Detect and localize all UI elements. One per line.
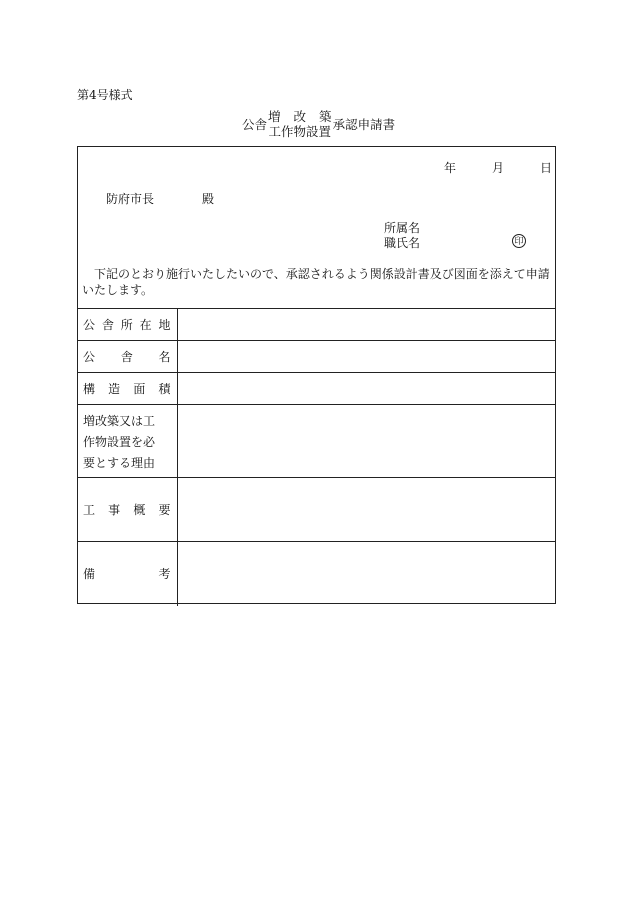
label-char: 地	[158, 318, 171, 332]
form-table	[77, 308, 556, 606]
row-label-summary	[77, 478, 177, 542]
title-upper	[268, 109, 332, 124]
label-char: 舎	[101, 318, 114, 332]
row-value-structure[interactable]	[177, 373, 556, 405]
label-char: 名	[158, 350, 171, 364]
row-label-location	[77, 309, 177, 341]
title-prefix: 公舎	[242, 117, 268, 132]
label-line: 要とする理由	[83, 455, 156, 470]
label-char: 公	[83, 318, 96, 332]
row-label-structure	[77, 373, 177, 405]
document-title	[242, 108, 395, 140]
label-line: 増改築又は工	[83, 413, 156, 428]
row-value-remarks[interactable]	[177, 542, 556, 606]
label-char: 舎	[120, 350, 133, 364]
table-row	[77, 542, 556, 606]
body-text: 下記のとおり施行いたしたいので、承認されるよう関係設計書及び図面を添えて申請いたします。	[82, 267, 550, 297]
title-upper-3: 築	[319, 109, 332, 124]
title-suffix: 承認申請書	[332, 117, 396, 132]
label-char: 在	[139, 318, 152, 332]
addressee	[106, 190, 214, 207]
table-row	[77, 373, 556, 405]
label-char: 工	[83, 503, 96, 517]
seal-mark: 印	[512, 234, 526, 248]
applicant-block	[384, 221, 420, 251]
row-value-name[interactable]	[177, 341, 556, 373]
date-year: 年	[444, 161, 457, 175]
row-value-reason[interactable]	[177, 405, 556, 478]
label-char: 要	[158, 503, 171, 517]
row-label-name	[77, 341, 177, 373]
table-row	[77, 405, 556, 478]
title-upper-1: 増	[268, 109, 281, 124]
form-number: 第4号様式	[77, 88, 133, 102]
label-char: 概	[133, 503, 146, 517]
table-row	[77, 341, 556, 373]
row-label-reason	[77, 405, 177, 478]
label-char: 考	[158, 567, 171, 582]
label-char: 構	[83, 382, 96, 396]
row-label-remarks	[77, 542, 177, 606]
label-char: 面	[133, 382, 146, 396]
position-name-label: 職氏名	[384, 236, 421, 250]
row-value-summary[interactable]	[177, 478, 556, 542]
date-month: 月	[492, 161, 505, 175]
addressee-honorific: 殿	[202, 192, 215, 206]
label-char: 事	[108, 503, 121, 517]
row-value-location[interactable]	[177, 309, 556, 341]
date-day: 日	[540, 161, 553, 175]
label-line: 作物設置を必	[83, 434, 156, 449]
title-stack	[268, 109, 332, 139]
label-char: 造	[108, 382, 121, 396]
label-char: 備	[83, 567, 96, 582]
affiliation-label: 所属名	[384, 221, 421, 235]
label-char: 所	[120, 318, 133, 332]
title-upper-2: 改	[293, 109, 307, 124]
label-char: 公	[83, 350, 96, 364]
addressee-name: 防府市長	[106, 192, 155, 206]
table-row	[77, 478, 556, 542]
date-line	[444, 159, 552, 176]
table-row	[77, 309, 556, 341]
label-char: 積	[158, 382, 171, 396]
title-lower: 工作物設置	[268, 124, 332, 139]
